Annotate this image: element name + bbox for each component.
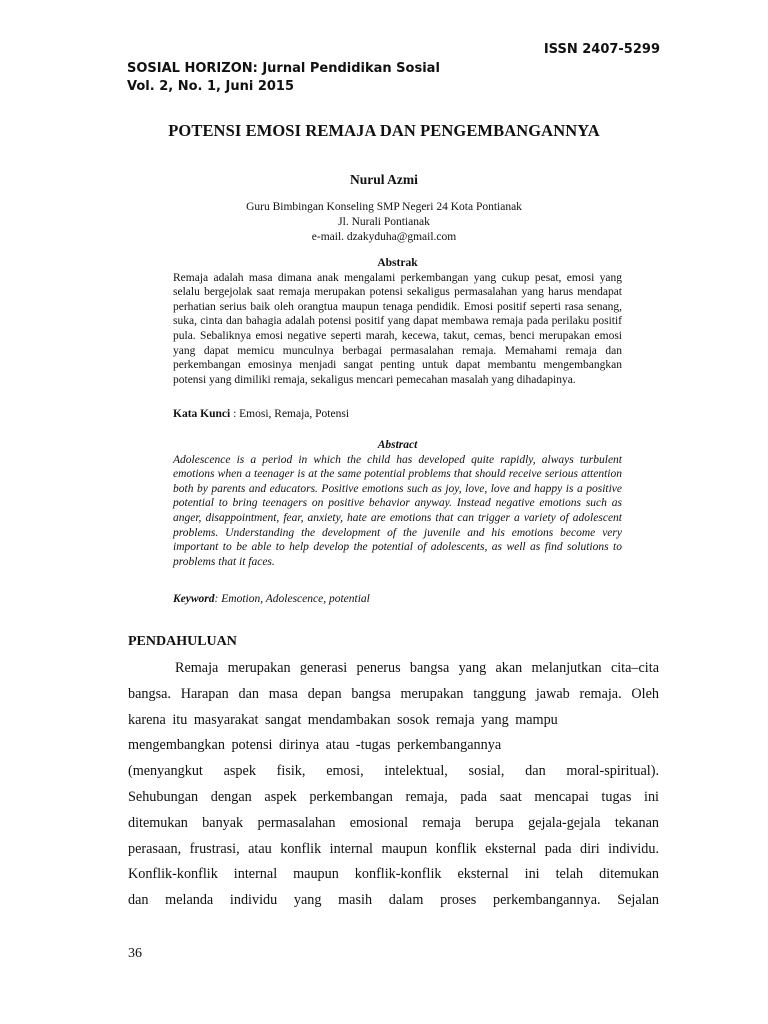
body-line: dan melanda individu yang masih dalam proses perkembangannya. Sejalan bbox=[128, 892, 659, 909]
affiliation-address: Jl. Nurali Pontianak bbox=[338, 216, 430, 228]
body-line: Remaja merupakan generasi penerus bangsa yang akan melanjutkan cita–cita bbox=[175, 660, 659, 676]
body-line: karena itu masyarakat sangat mendambakan sosok remaja yang mampu bbox=[128, 711, 558, 728]
affiliation-institution: Guru Bimbingan Konseling SMP Negeri 24 Kota Pontianak bbox=[246, 201, 522, 213]
page-number: 36 bbox=[128, 946, 142, 961]
author-affiliation bbox=[0, 200, 768, 245]
journal-volume: Vol. 2, No. 1, Juni 2015 bbox=[127, 79, 295, 94]
keywords-label: Kata Kunci bbox=[173, 408, 231, 420]
keywords-indonesian bbox=[173, 407, 622, 422]
author-name: Nurul Azmi bbox=[350, 172, 418, 187]
section-body bbox=[128, 656, 659, 914]
abstract-body: Remaja adalah masa dimana anak mengalami perkembangan yang cukup pesat, emosi yang selalu bergejolak saat remaja merupakan potensi sekaligus permasalahan yang harus mendapat perhatian serius baik oleh orangtua maupun tenaga pendidik. Emosi positif seperti rasa senang, suka, cinta dan bahagia adalah potensi positif yang dapat membawa remaja pada perilaku positif pula. Sebaliknya emosi negative seperti marah, kecewa, takut, cemas, benci merupakan emosi yang dapat memicu munculnya berbagai permasalahan remaja. Memahami remaja dan perkembangan emosinya menjadi sangat penting untuk dapat membantu mengembangkan potensi yang dimiliki remaja, sekaligus mencari pemecahan masalah yang dihadapinya. bbox=[173, 271, 622, 386]
body-line: mengembangkan potensi dirinya atau -tugas perkembangannya bbox=[128, 737, 502, 754]
keywords-values-en: : Emotion, Adolescence, potential bbox=[214, 593, 370, 605]
abstract-heading-en: Abstract bbox=[377, 439, 418, 451]
body-line: Konflik-konflik internal maupun konflik-konflik eksternal ini telah ditemukan bbox=[128, 866, 659, 883]
abstract-indonesian bbox=[173, 256, 622, 387]
abstract-body-en: Adolescence is a period in which the child has developed quite rapidly, always turbulent emotions when a teenager is at the same potential problems that should receive serious attention both by parents and educators. Positive emotions such as joy, love, love and happy is a positive potential to bring teenagers on positive behavior anyway. Instead negative emotions such as anger, disappointment, fear, anxiety, hate are emotions that can trigger a variety of adolescent problems. Understanding the development of the juvenile and his emotions become very important to be able to help develop the potential of adolescents, as well as find solutions to problems that it faces. bbox=[173, 453, 622, 568]
body-line: bangsa. Harapan dan masa depan bangsa merupakan tanggung jawab remaja. Oleh bbox=[128, 685, 659, 702]
journal-header bbox=[127, 60, 440, 96]
body-line: Sehubungan dengan aspek perkembangan remaja, pada saat mencapai tugas ini bbox=[128, 788, 659, 805]
abstract-heading: Abstrak bbox=[377, 257, 418, 269]
body-line: perasaan, frustrasi, atau konflik internal maupun konflik eksternal pada diri individu. bbox=[128, 840, 659, 857]
keywords-values: : Emosi, Remaja, Potensi bbox=[230, 408, 350, 420]
journal-name: SOSIAL HORIZON: Jurnal Pendidikan Sosial bbox=[127, 61, 440, 76]
abstract-english bbox=[173, 438, 622, 569]
issn-label: ISSN 2407-5299 bbox=[543, 42, 660, 57]
body-line: (menyangkut aspek fisik, emosi, intelektual, sosial, dan moral-spiritual). bbox=[128, 763, 659, 780]
article-title: POTENSI EMOSI REMAJA DAN PENGEMBANGANNYA bbox=[168, 121, 600, 140]
keywords-label-en: Keyword bbox=[173, 593, 215, 605]
affiliation-email[interactable]: e-mail. dzakyduha@gmail.com bbox=[311, 231, 457, 243]
section-heading: PENDAHULUAN bbox=[128, 634, 237, 649]
body-line: ditemukan banyak permasalahan emosional remaja berupa gejala-gejala tekanan bbox=[128, 814, 659, 831]
keywords-english bbox=[173, 592, 622, 607]
